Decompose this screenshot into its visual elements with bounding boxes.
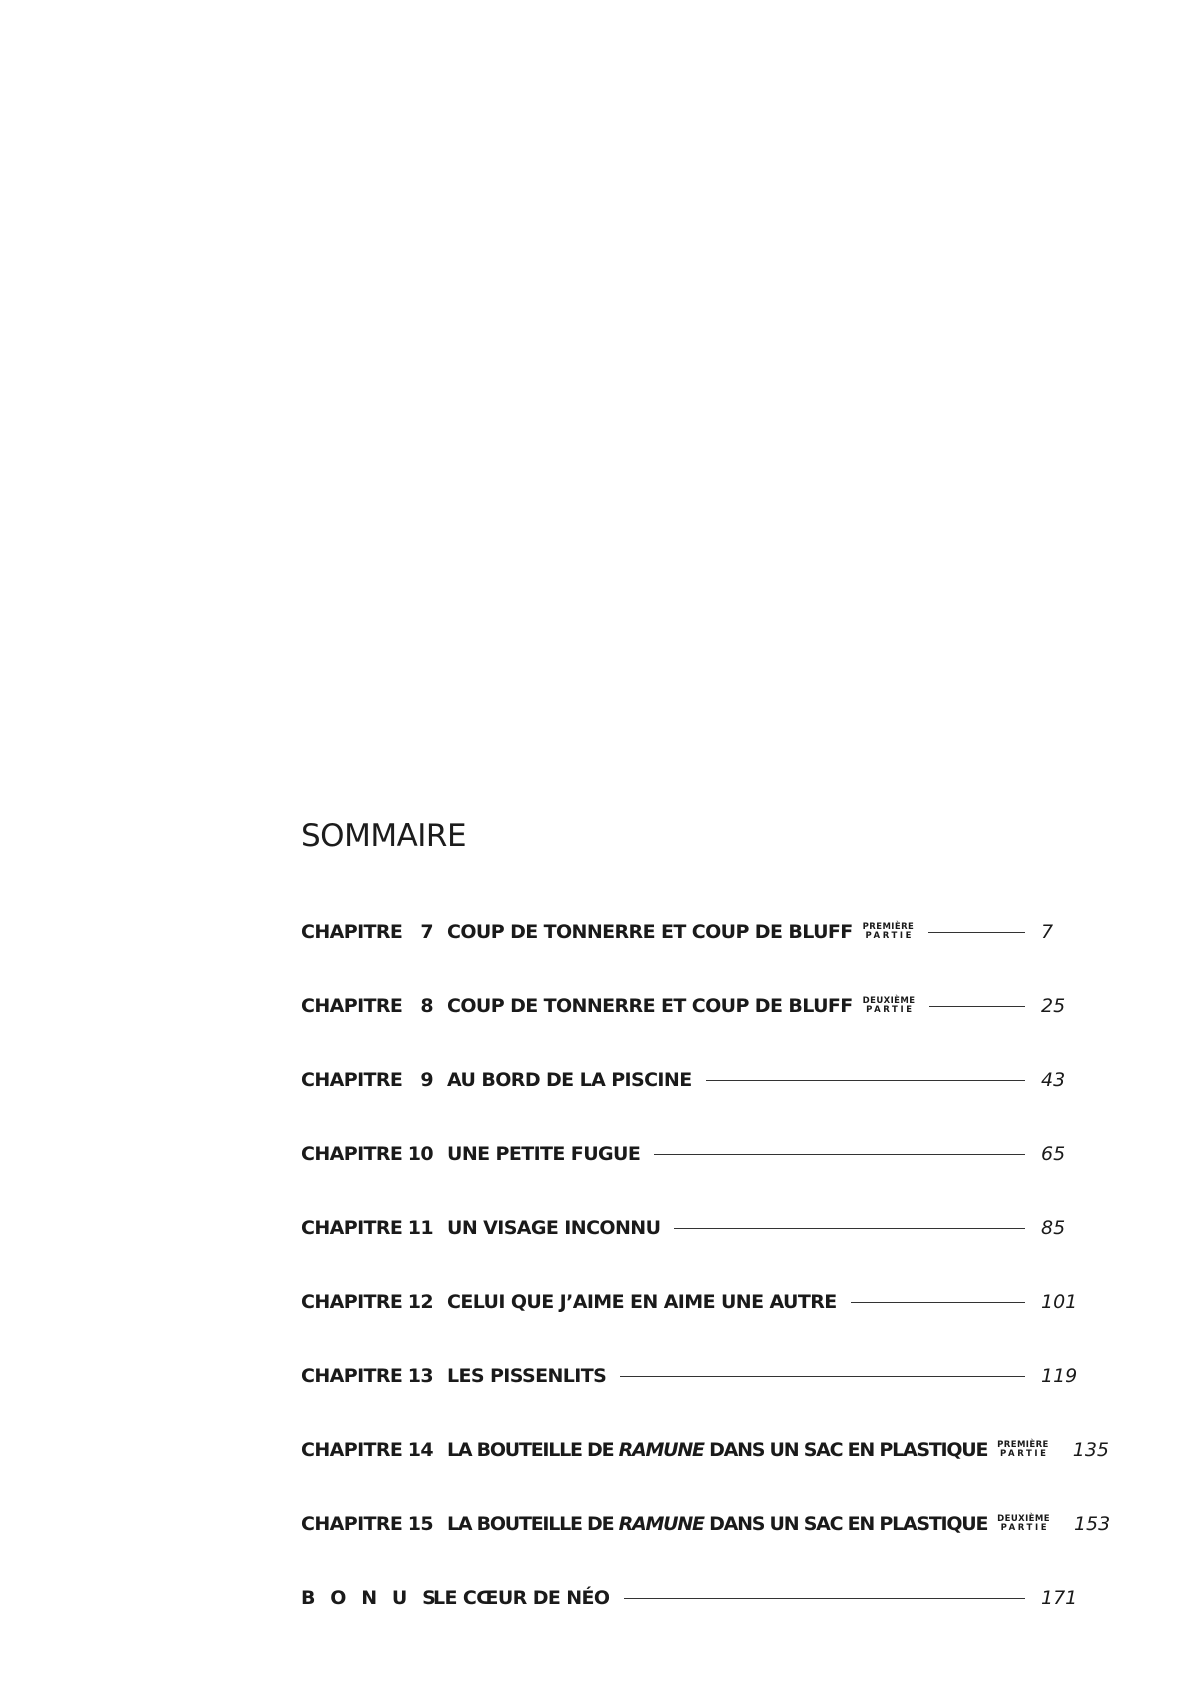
dot-leader — [851, 1302, 1025, 1303]
entry-number: 13 — [407, 1365, 433, 1387]
entry-title-text: LES PISSENLITS — [447, 1365, 607, 1387]
toc-entry[interactable] — [301, 988, 1081, 1024]
entry-title-text: UNE PETITE FUGUE — [447, 1143, 641, 1165]
toc-entry[interactable] — [301, 1062, 1081, 1098]
entry-label: CHAPITRE — [301, 921, 403, 943]
toc-entry[interactable] — [301, 1284, 1081, 1320]
dot-leader — [929, 1006, 1025, 1007]
entry-title — [447, 1365, 606, 1387]
entry-label: CHAPITRE — [301, 1513, 403, 1535]
entry-page-number: 101 — [1041, 1291, 1078, 1313]
entry-title — [447, 1069, 692, 1091]
entry-page-number: 171 — [1041, 1587, 1078, 1609]
toc-entry[interactable] — [301, 1136, 1081, 1172]
entry-title — [447, 1513, 1050, 1535]
entry-number: 7 — [420, 921, 433, 943]
entry-title — [447, 1217, 660, 1239]
entry-page-number: 153 — [1073, 1513, 1111, 1535]
entry-label: CHAPITRE — [301, 995, 403, 1017]
entry-label: CHAPITRE — [301, 1291, 403, 1313]
entry-number: 8 — [420, 995, 433, 1017]
entry-label: CHAPITRE — [301, 1365, 403, 1387]
dot-leader — [928, 932, 1025, 933]
entry-number: 11 — [407, 1217, 433, 1239]
entry-title-text: LA BOUTEILLE DE RAMUNE DANS UN SAC EN PLASTIQUE — [447, 1439, 988, 1461]
entry-number: 10 — [407, 1143, 433, 1165]
italic-title-word: RAMUNE — [618, 1513, 704, 1535]
part-badge: DEUXIÈME PARTIE — [862, 996, 916, 1015]
entry-number: 12 — [407, 1291, 433, 1313]
entry-title-text: COUP DE TONNERRE ET COUP DE BLUFF — [447, 921, 853, 943]
entry-title — [447, 1143, 640, 1165]
toc-title: SOMMAIRE — [301, 818, 467, 854]
entry-title — [433, 1587, 610, 1609]
dot-leader — [620, 1376, 1025, 1377]
table-of-contents — [301, 812, 1111, 1609]
italic-title-word: RAMUNE — [618, 1439, 704, 1461]
dot-leader — [674, 1228, 1025, 1229]
entry-label: CHAPITRE — [301, 1439, 403, 1461]
entry-title — [447, 995, 915, 1017]
entry-title-text: UN VISAGE INCONNU — [447, 1217, 661, 1239]
dot-leader — [624, 1598, 1026, 1599]
part-badge: PREMIÈRE PARTIE — [997, 1440, 1049, 1459]
entry-page-number: 7 — [1041, 921, 1054, 943]
entry-title-text: COUP DE TONNERRE ET COUP DE BLUFF — [447, 995, 853, 1017]
entry-page-number: 65 — [1041, 1143, 1066, 1165]
entry-number: 14 — [407, 1439, 433, 1461]
entry-title-text: AU BORD DE LA PISCINE — [447, 1069, 692, 1091]
toc-entry[interactable] — [301, 1580, 1081, 1616]
toc-entry[interactable] — [301, 1506, 1111, 1542]
entry-title-text: LE CŒUR DE NÉO — [433, 1587, 610, 1609]
entry-title — [447, 1291, 837, 1313]
part-badge: DEUXIÈME PARTIE — [997, 1514, 1050, 1533]
entry-label: BONUS — [301, 1587, 451, 1609]
entry-page-number: 85 — [1041, 1217, 1066, 1239]
entry-title-text: CELUI QUE J’AIME EN AIME UNE AUTRE — [447, 1291, 837, 1313]
toc-entry[interactable] — [301, 914, 1081, 950]
entry-title — [447, 1439, 1049, 1461]
entry-page-number: 135 — [1072, 1439, 1109, 1461]
entry-label: CHAPITRE — [301, 1143, 403, 1165]
entry-page-number: 43 — [1041, 1069, 1066, 1091]
entry-number: 15 — [407, 1513, 433, 1535]
entry-label: CHAPITRE — [301, 1217, 403, 1239]
part-badge: PREMIÈRE PARTIE — [862, 922, 915, 941]
entry-label: CHAPITRE — [301, 1069, 403, 1091]
dot-leader — [706, 1080, 1025, 1081]
entry-title-text: LA BOUTEILLE DE RAMUNE DANS UN SAC EN PLASTIQUE — [447, 1513, 988, 1535]
entry-title — [447, 921, 914, 943]
toc-entry[interactable] — [301, 1432, 1109, 1468]
dot-leader — [654, 1154, 1025, 1155]
entry-page-number: 119 — [1041, 1365, 1078, 1387]
entry-number: 9 — [420, 1069, 433, 1091]
toc-entry[interactable] — [301, 1358, 1081, 1394]
entry-page-number: 25 — [1041, 995, 1066, 1017]
toc-entry[interactable] — [301, 1210, 1081, 1246]
